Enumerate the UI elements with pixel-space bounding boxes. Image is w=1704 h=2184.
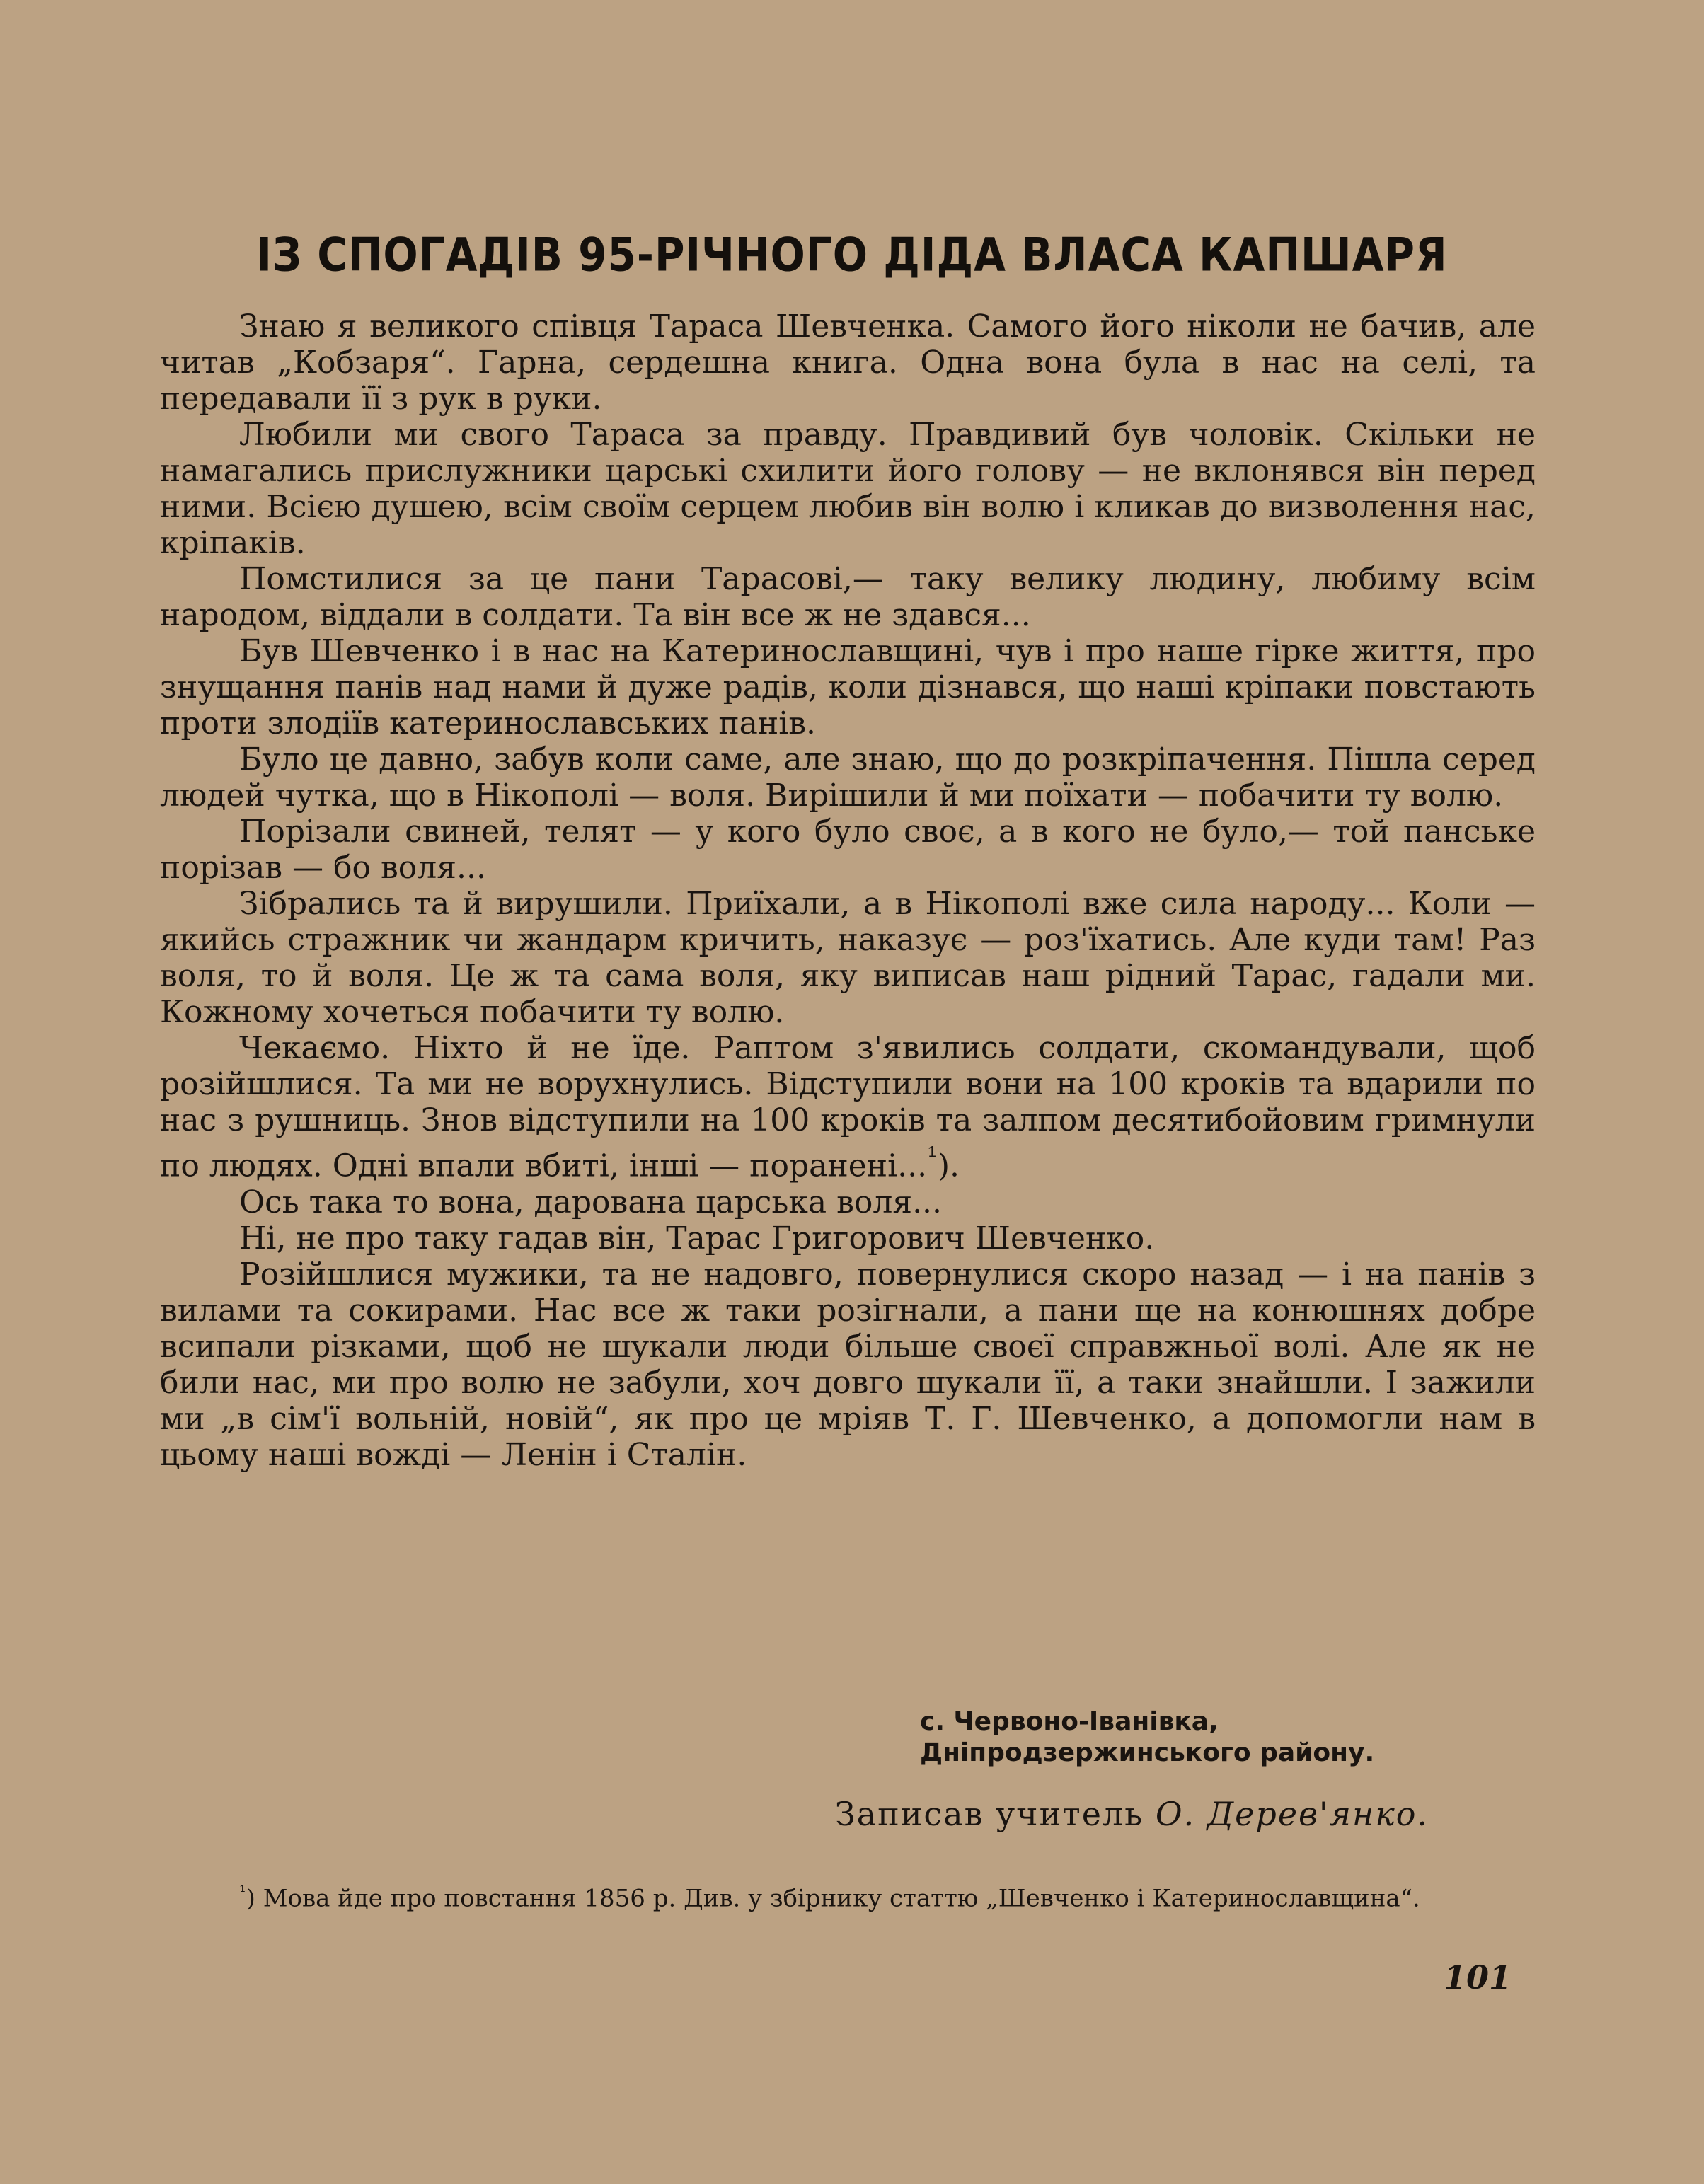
place-attribution: с. Червоно-Іванівка, Дніпродзержинського району. [920,1707,1375,1767]
page-title: ІЗ СПОГАДІВ 95-РІЧНОГО ДІДА ВЛАСА КАПШАРЯ [256,228,1448,282]
footnote-marker: ¹ [239,1882,246,1902]
recorded-by [835,1794,1543,1834]
footnote-reference: ¹ [927,1141,938,1172]
paragraph: Було це давно, забув коли саме, але знаю, що до розкріпачення. Пішла серед людей чутка, що в Нікополі — воля. Вирішили й ми поїхати — побачити ту волю. [160,741,1536,814]
paragraph: Ні, не про таку гадав він, Тарас Григорович Шевченко. [239,1220,1155,1256]
paragraph: Порізали свиней, телят — у кого було своє, а в кого не було,— той панське порізав — бо воля... [160,814,1536,886]
paragraph: Знаю я великого співця Тараса Шевченка. Самого його ніколи не бачив, але читав „Кобзаря“. Гарна, сердешна книга. Одна вона була в нас на селі, та передавали її з рук в руки. [160,308,1536,417]
recorded-by-author: О. Дерев'янко. [1155,1795,1429,1833]
paragraph: Любили ми свого Тараса за правду. Правдивий був чоловік. Скільки не намагались прислужники царські схилити його голову — не вклонявся він перед ними. Всією душею, всім своїм серцем любив він волю і кликав до визволення нас, кріпаків. [160,417,1536,561]
paragraph: Помстилися за це пани Тарасові,— таку велику людину, любиму всім народом, віддали в солдати. Та він все ж не здався... [160,561,1536,633]
paragraph: Ось така то вона, дарована царська воля... [239,1184,943,1220]
page-number: 101 [1444,1958,1512,1997]
paragraph: Зібрались та й вирушили. Приїхали, а в Нікополі вже сила народу... Коли — якийсь стражник чи жандарм кричить, наказує — роз'їхатись. Але куди там! Раз воля, то й воля. Це ж та сама воля, яку виписав наш рідний Тарас, гадали ми. Кожному хочеться побачити ту волю. [160,886,1536,1030]
paragraph: Був Шевченко і в нас на Катеринославщині, чув і про наше гірке життя, про знущання панів над нами й дуже радів, коли дізнався, що наші кріпаки повстають проти злодіїв катеринославських панів. [160,633,1536,741]
footnote-reference-suffix: ). [937,1148,960,1184]
paragraph: Розійшлися мужики, та не надовго, повернулися скоро назад — і на панів з вилами та сокирами. Нас все ж таки розігнали, а пани ще на конюшнях добре всипали різками, щоб не шукали люди більше своєї справжньої волі. Але як не били нас, ми про волю не забули, хоч довго шукали її, а таки знайшли. І зажили ми „в сім'ї вольній, новій“, як про це мріяв Т. Г. Шевченко, а допомогли нам в цьому наші вожді — Ленін і Сталін. [160,1256,1536,1473]
article-body [160,308,1536,1473]
footnote-text: ) Мова йде про повстання 1856 р. Див. у збірнику статтю „Шевченко і Катеринославщина“. [246,1884,1420,1913]
footnote [160,1876,1536,1914]
paragraph-with-footnote-ref [160,1030,1536,1184]
paragraph-text: Чекаємо. Ніхто й не їде. Раптом з'явились солдати, скомандували, щоб розійшлися. Та ми не ворухнулись. Відступили вони на 100 кроків та вдарили по нас з рушниць. Знов відступили на 100 кроків та залпом десятибойовим гримнули по людях. Одні впали вбиті, інші — поранені... [160,1030,1536,1184]
recorded-by-prefix: Записав учитель [835,1795,1144,1833]
